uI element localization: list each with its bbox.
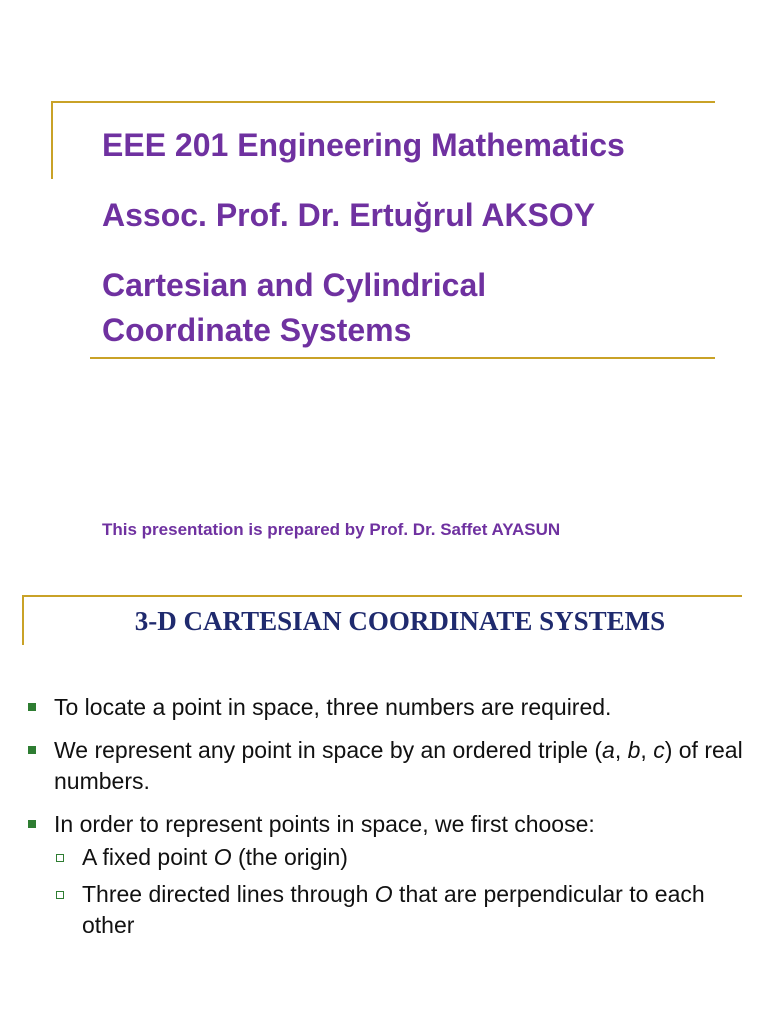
sub-bullet-item — [22, 842, 762, 873]
top-rule — [22, 595, 742, 597]
square-bullet-icon — [28, 703, 36, 711]
credit-note: This presentation is prepared by Prof. Dr. Saffet AYASUN — [102, 520, 561, 539]
bullet-text: In order to represent points in space, we first choose: — [54, 811, 595, 837]
bullet-text: To locate a point in space, three numbers are required. — [54, 694, 612, 720]
bullet-text-pre: We represent any point in space by an ordered triple ( — [54, 737, 603, 763]
sub-text-post: that are perpendicular to each other — [82, 881, 705, 938]
bullet-item — [22, 692, 762, 723]
top-rule — [51, 101, 715, 103]
topic-title-line-2: Coordinate Systems — [102, 312, 412, 348]
bullet-item — [22, 735, 762, 797]
square-bullet-icon — [28, 820, 36, 828]
topic-title-line-1: Cartesian and Cylindrical — [102, 267, 487, 303]
left-rule — [51, 101, 53, 179]
var-a: a — [602, 737, 615, 763]
slide-heading: 3-D CARTESIAN COORDINATE SYSTEMS — [134, 606, 666, 636]
separator: , — [640, 737, 654, 763]
sub-bullet-item — [22, 879, 762, 941]
bullet-list — [22, 692, 762, 947]
square-bullet-icon — [28, 746, 36, 754]
sub-text-post: (the origin) — [231, 844, 348, 870]
course-title: EEE 201 Engineering Mathematics — [102, 127, 625, 163]
sub-text-pre: A fixed point — [82, 844, 214, 870]
content-slide — [0, 576, 768, 1024]
var-o: O — [213, 844, 232, 870]
bullet-text-post: ) of real numbers. — [54, 737, 743, 794]
bottom-rule — [90, 357, 715, 359]
separator: , — [614, 737, 628, 763]
var-o: O — [374, 881, 393, 907]
hollow-square-bullet-icon — [56, 854, 64, 862]
hollow-square-bullet-icon — [56, 891, 64, 899]
var-c: c — [653, 737, 665, 763]
bullet-item — [22, 809, 762, 840]
sub-text-pre: Three directed lines through — [82, 881, 375, 907]
var-b: b — [627, 737, 641, 763]
instructor-name: Assoc. Prof. Dr. Ertuğrul AKSOY — [102, 197, 596, 233]
